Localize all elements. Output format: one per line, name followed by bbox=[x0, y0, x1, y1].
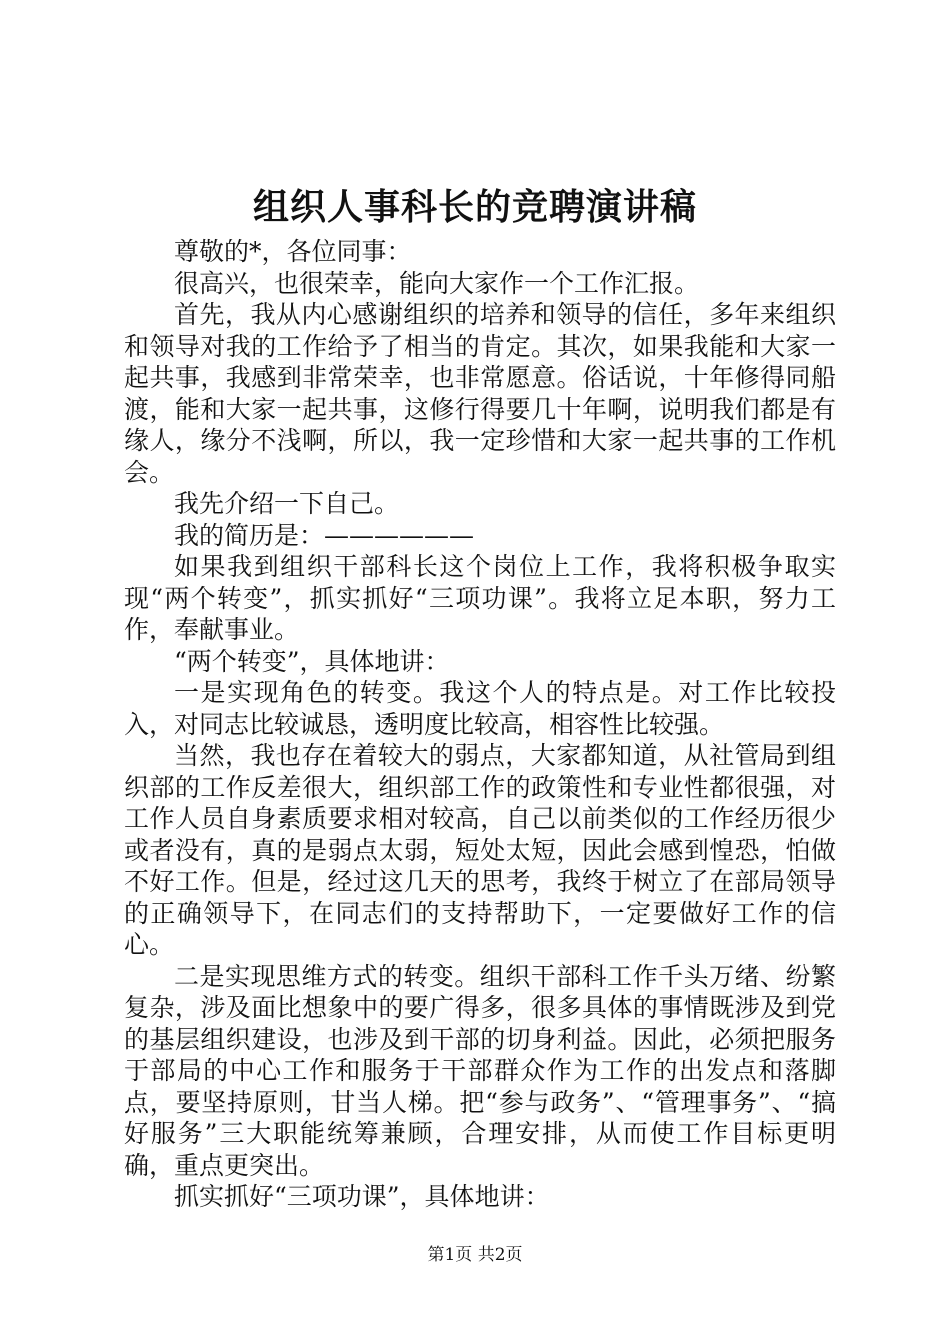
paragraph-thanks: 首先，我从内心感谢组织的培养和领导的信任，多年来组织和领导对我的工作给予了相当的肯定。其次，如果我能和大家一起共事，我感到非常荣幸，也非常愿意。俗话说，十年修得同船渡，能和大家一起共事，这修行得要几十年啊，说明我们都是有缘人，缘分不浅啊，所以，我一定珍惜和大家一起共事的工作机会。 bbox=[124, 300, 836, 487]
paragraph-goals: 如果我到组织干部科长这个岗位上工作，我将积极争取实现“两个转变”，抓实抓好“三项功课”。我将立足本职，努力工作，奉献事业。 bbox=[124, 552, 836, 644]
paragraph-self-intro: 我先介绍一下自己。 bbox=[174, 489, 400, 518]
page-footer: 第1页 共2页 bbox=[427, 1245, 523, 1265]
paragraph-greeting: 很高兴，也很荣幸，能向大家作一个工作汇报。 bbox=[174, 268, 700, 298]
document-body bbox=[124, 236, 836, 1213]
document-title: 组织人事科长的竞聘演讲稿 bbox=[252, 186, 697, 228]
paragraph-resume: 我的简历是：—————— bbox=[174, 520, 475, 550]
paragraph-role-change: 一是实现角色的转变。我这个人的特点是。对工作比较投入，对同志比较诚恳，透明度比较高，相容性比较强。 bbox=[124, 678, 836, 739]
paragraph-thinking-change: 二是实现思维方式的转变。组织干部科工作千头万绪、纷繁复杂，涉及面比想象中的要广得多，很多具体的事情既涉及到党的基层组织建设，也涉及到干部的切身利益。因此，必须把服务于部局的中心工作和服务于干部群众作为工作的出发点和落脚点，要坚持原则，甘当人梯。把“参与政务”、“管理事务”、“搞好服务”三大职能统筹兼顾，合理安排，从而使工作目标更明确，重点更突出。 bbox=[124, 961, 836, 1180]
paragraph-three-lessons-heading: 抓实抓好“三项功课”，具体地讲： bbox=[174, 1182, 550, 1211]
paragraph-salutation: 尊敬的*，各位同事： bbox=[174, 237, 412, 266]
paragraph-two-changes-heading: “两个转变”，具体地讲： bbox=[174, 646, 450, 676]
paragraph-weakness: 当然，我也存在着较大的弱点，大家都知道，从社管局到组织部的工作反差很大，组织部工作的政策性和专业性都很强，对工作人员自身素质要求相对较高，自己以前类似的工作经历很少或者没有，真的是弱点太弱，短处太短，因此会感到惶恐，怕做不好工作。但是，经过这几天的思考，我终于树立了在部局领导的正确领导下，在同志们的支持帮助下，一定要做好工作的信心。 bbox=[124, 741, 836, 959]
